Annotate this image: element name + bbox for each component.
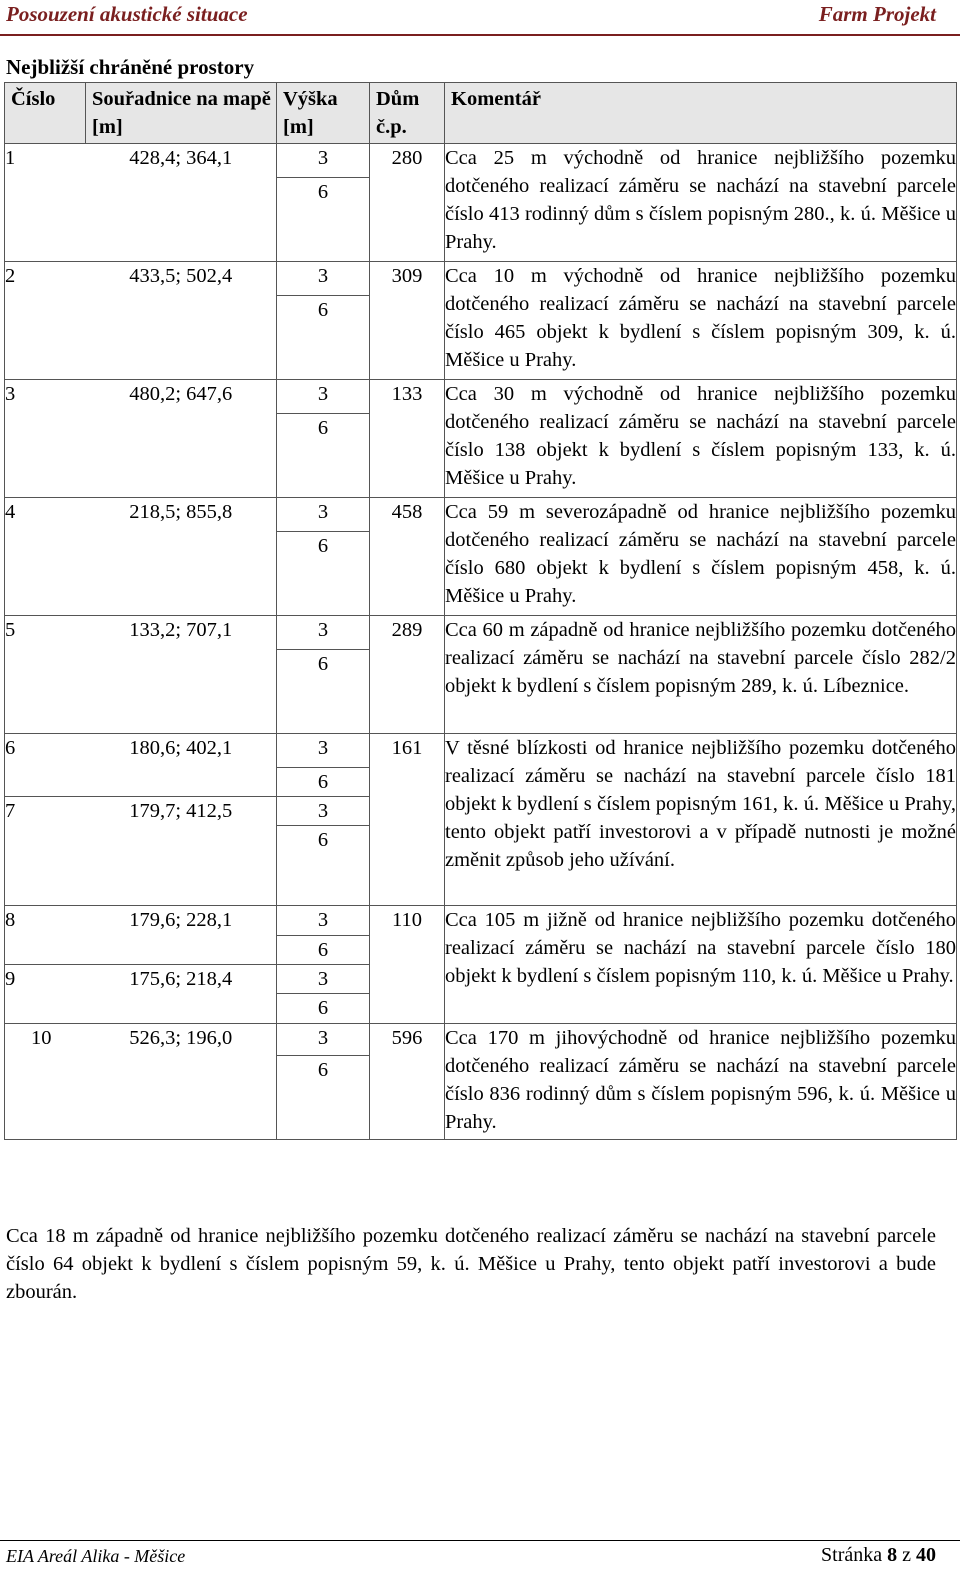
row-comment: Cca 60 m západně od hranice nejbližšího pozemku dotčeného realizací záměru se nachází na stavební parcele číslo 282/2 objekt k bydlení s číslem popisným 289, k. ú. Líbeznice.: [445, 616, 957, 734]
row-comment: Cca 10 m východně od hranice nejbližšího pozemku dotčeného realizací záměru se nachází na stavební parcele číslo 465 objekt k bydlení s číslem popisným 309, k. ú. Měšice u Prahy.: [445, 262, 957, 380]
row-number: 6: [5, 734, 86, 797]
row-comment: Cca 59 m severozápadně od hranice nejbližšího pozemku dotčeného realizací záměru se nachází na stavební parcele číslo 680 objekt k bydlení s číslem popisným 458, k. ú. Měšice u Prahy.: [445, 498, 957, 616]
row-coordinates: 179,6; 228,1: [86, 906, 277, 965]
footer-project-name: EIA Areál Alika - Měšice: [6, 1546, 186, 1566]
row-height-3: 3: [277, 380, 370, 414]
row-comment: Cca 30 m východně od hranice nejbližšího pozemku dotčeného realizací záměru se nachází na stavební parcele číslo 138 objekt k bydlení s číslem popisným 133, k. ú. Měšice u Prahy.: [445, 380, 957, 498]
row-house-number: 110: [370, 906, 445, 1024]
table-row: [5, 906, 957, 936]
row-height-3: 3: [277, 144, 370, 178]
table-header-row: [5, 83, 957, 144]
row-height-6: 6: [277, 414, 370, 498]
row-number: 8: [5, 906, 86, 965]
row-number: 9: [5, 965, 86, 1024]
footer-page-sep: z: [902, 1544, 911, 1566]
row-height-6: 6: [277, 532, 370, 616]
header-divider: [0, 34, 960, 36]
row-coordinates: 133,2; 707,1: [86, 616, 277, 734]
row-height-3: 3: [277, 797, 370, 826]
row-comment: V těsné blízkosti od hranice nejbližšího pozemku dotčeného realizací záměru se nachází na stavební parcele číslo 181 objekt k bydlení s číslem popisným 161, k. ú. Měšice u Prahy, tento objekt patří investorovi a v případě nutnosti je možné změnit způsob jeho užívání.: [445, 734, 957, 906]
footer-divider: [0, 1540, 960, 1541]
row-comment: Cca 25 m východně od hranice nejbližšího pozemku dotčeného realizací záměru se nachází na stavební parcele číslo 413 rodinný dům s číslem popisným 280., k. ú. Měšice u Prahy.: [445, 144, 957, 262]
row-comment: Cca 105 m jižně od hranice nejbližšího pozemku dotčeného realizací záměru se nachází na stavební parcele číslo 180 objekt k bydlení s číslem popisným 110, k. ú. Měšice u Prahy.: [445, 906, 957, 1024]
row-coordinates: 428,4; 364,1: [86, 144, 277, 262]
row-height-6: 6: [277, 296, 370, 380]
row-house-number: 458: [370, 498, 445, 616]
header-doc-title: Posouzení akustické situace: [6, 2, 248, 26]
col-header-house: Dům č.p.: [370, 83, 445, 144]
row-comment: Cca 170 m jihovýchodně od hranice nejbližšího pozemku dotčeného realizací záměru se nachází na stavební parcele číslo 836 rodinný dům s číslem popisným 596, k. ú. Měšice u Prahy.: [445, 1024, 957, 1140]
row-coordinates: 179,7; 412,5: [86, 797, 277, 906]
footer-page-prefix: Stránka: [821, 1544, 883, 1566]
row-coordinates: 218,5; 855,8: [86, 498, 277, 616]
header-company: Farm Projekt: [818, 2, 936, 26]
row-height-6: 6: [277, 178, 370, 262]
col-header-height: Výška [m]: [277, 83, 370, 144]
row-number: 3: [5, 380, 86, 498]
row-height-3: 3: [277, 734, 370, 768]
row-height-6: 6: [277, 994, 370, 1024]
row-coordinates: 526,3; 196,0: [86, 1024, 277, 1140]
row-height-6: 6: [277, 650, 370, 734]
row-coordinates: 180,6; 402,1: [86, 734, 277, 797]
footer-page-indicator: [821, 1544, 936, 1567]
row-house-number: 280: [370, 144, 445, 262]
row-number: 4: [5, 498, 86, 616]
row-height-6: 6: [277, 768, 370, 797]
table-row: [5, 144, 957, 178]
footer-page-total: 40: [916, 1544, 936, 1566]
row-height-3: 3: [277, 965, 370, 994]
row-height-3: 3: [277, 498, 370, 532]
row-number: 7: [5, 797, 86, 906]
row-coordinates: 480,2; 647,6: [86, 380, 277, 498]
row-height-3: 3: [277, 906, 370, 936]
row-house-number: 596: [370, 1024, 445, 1140]
col-header-coordinates: Souřadnice na mapě [m]: [86, 83, 277, 144]
table-row: [5, 616, 957, 650]
section-title: Nejbližší chráněné prostory: [6, 55, 255, 79]
row-house-number: 309: [370, 262, 445, 380]
table-row: [5, 1024, 957, 1056]
table-row: [5, 734, 957, 768]
row-height-6: 6: [277, 826, 370, 906]
row-height-6: 6: [277, 1056, 370, 1140]
row-number: 2: [5, 262, 86, 380]
col-header-number: Číslo: [5, 83, 86, 144]
row-house-number: 133: [370, 380, 445, 498]
row-height-3: 3: [277, 262, 370, 296]
row-coordinates: 175,6; 218,4: [86, 965, 277, 1024]
table-row: [5, 380, 957, 414]
closing-paragraph: Cca 18 m západně od hranice nejbližšího pozemku dotčeného realizací záměru se nachází na stavební parcele číslo 64 objekt k bydlení s číslem popisným 59, k. ú. Měšice u Prahy, tento objekt patří investorovi a bude zbourán.: [6, 1225, 936, 1303]
col-header-comment: Komentář: [445, 83, 957, 144]
row-house-number: 289: [370, 616, 445, 734]
row-height-3: 3: [277, 616, 370, 650]
row-height-3: 3: [277, 1024, 370, 1056]
row-coordinates: 433,5; 502,4: [86, 262, 277, 380]
row-house-number: 161: [370, 734, 445, 906]
row-number: 1: [5, 144, 86, 262]
table-row: [5, 262, 957, 296]
table-row: [5, 498, 957, 532]
row-height-6: 6: [277, 936, 370, 965]
row-number: 10: [5, 1024, 86, 1140]
footer-page-number: 8: [887, 1544, 898, 1566]
row-number: 5: [5, 616, 86, 734]
protected-spaces-table: [4, 82, 957, 1140]
